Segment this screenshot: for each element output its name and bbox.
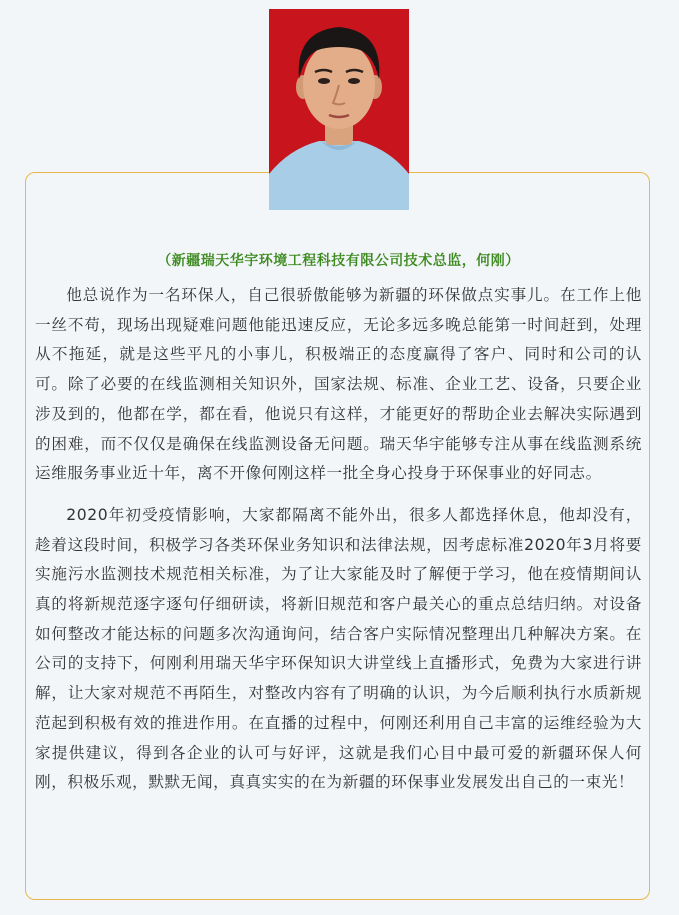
paragraph-2: 2020年初受疫情影响，大家都隔离不能外出，很多人都选择休息，他却没有，趁着这段时间，积极学习各类环保业务知识和法律法规，因考虑标准2020年3月将要实施污水监测技术规范相关标准，为了让大家能及时了解便于学习，他在疫情期间认真的将新规范逐字逐句仔细研读，将新旧规范和客户最关心的重点总结归纳。对设备如何整改才能达标的问题多次沟通询问，结合客户实际情况整理出几种解决方案。在公司的支持下，何刚利用瑞天华宇环保知识大讲堂线上直播形式，免费为大家进行讲解，让大家对规范不再陌生，对整改内容有了明确的认识，为今后顺利执行水质新规范起到积极有效的推进作用。在直播的过程中，何刚还利用自己丰富的运维经验为大家提供建议，得到各企业的认可与好评，这就是我们心目中最可爱的新疆环保人何刚，积极乐观，默默无闻，真真实实的在为新疆的环保事业发展发出自己的一束光！: [35, 505, 642, 792]
portrait-photo: [269, 9, 409, 210]
article-body: [35, 281, 642, 798]
paragraph-1: 他总说作为一名环保人，自己很骄傲能够为新疆的环保做点实事儿。在工作上他一丝不苟，现场出现疑难问题他能迅速反应，无论多远多晚总能第一时间赶到，处理从不拖延，就是这些平凡的小事儿，积极端正的态度赢得了客户、同时和公司的认可。除了必要的在线监测相关知识外，国家法规、标准、企业工艺、设备，只要企业涉及到的，他都在学，都在看，他说只有这样，才能更好的帮助企业去解决实际遇到的困难，而不仅仅是确保在线监测设备无问题。瑞天华宇能够专注从事在线监测系统运维服务事业近十年，离不开像何刚这样一批全身心投身于环保事业的好同志。: [35, 286, 642, 483]
photo-caption: （新疆瑞天华宇环境工程科技有限公司技术总监，何刚）: [157, 253, 520, 269]
